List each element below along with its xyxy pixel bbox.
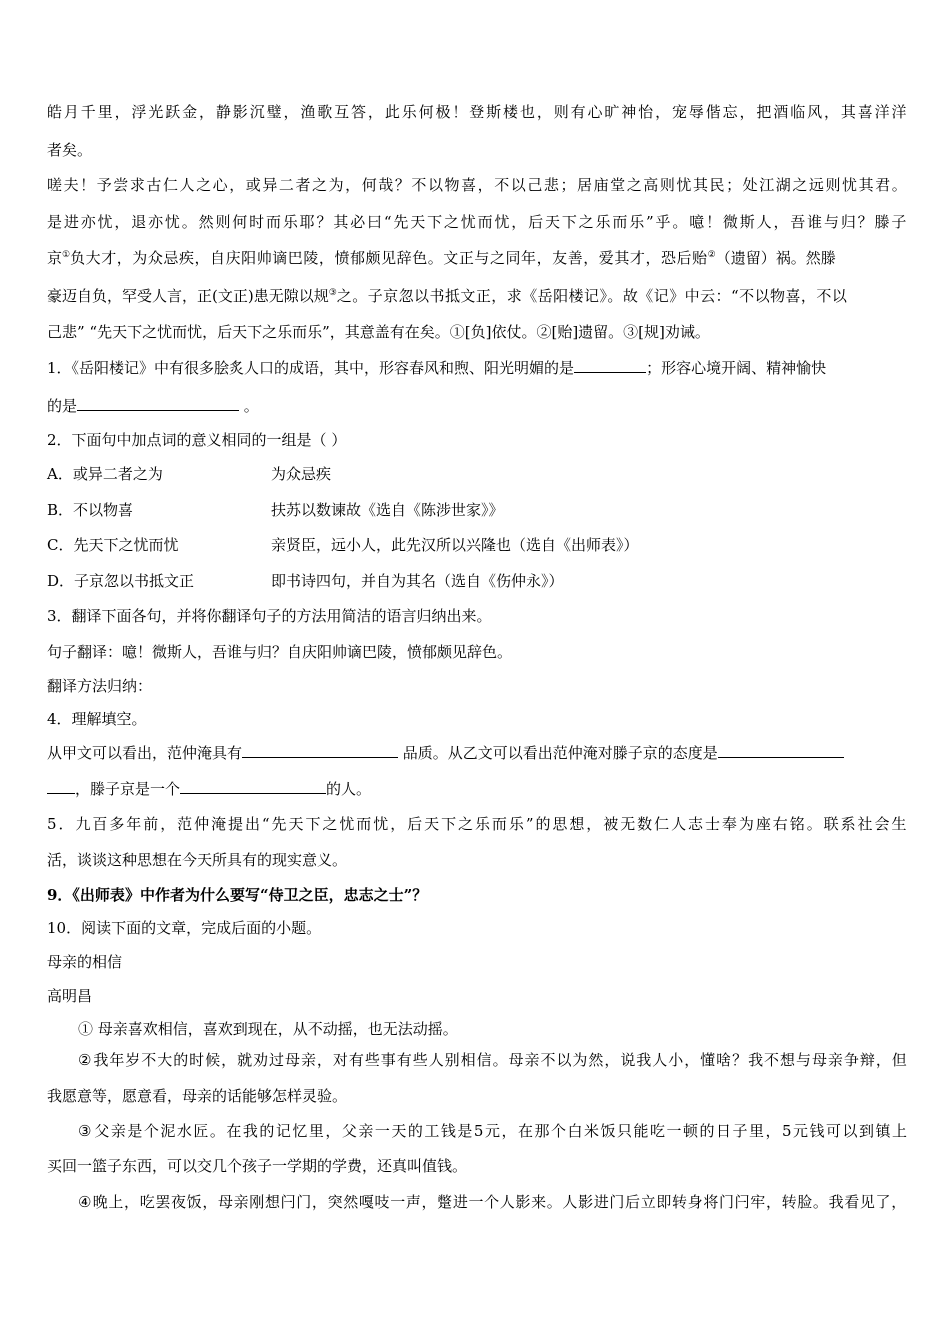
- option-text: 扶苏以数谏故《选自《陈涉世家》》: [271, 501, 504, 519]
- question-4-line1: [47, 743, 844, 763]
- text: ，滕子京是一个: [75, 780, 181, 798]
- text: 。: [239, 397, 259, 415]
- text: 之。子京忽以书抵文正，求《岳阳楼记》。故《记》中云：“不以物喜，不以: [336, 287, 848, 305]
- text: 京: [47, 249, 63, 267]
- question-2-stem: 2．下面句中加点词的意义相同的一组是（ ）: [47, 431, 347, 449]
- question-4-stem: 4．理解填空。: [47, 710, 147, 728]
- text: ；形容心境开阔、精神愉快: [646, 359, 827, 377]
- option-a[interactable]: [47, 464, 332, 484]
- option-label: D．子京忽以书抵文正: [47, 572, 195, 590]
- text: 豪迈自负，罕受人言，正(文正)患无隙以规: [47, 287, 329, 305]
- article-title: 母亲的相信: [47, 953, 123, 971]
- text: 负大才，为众忌疾，自庆阳帅谪巴陵，愤郁颇见辞色。文正与之同年，友善，爱其才，恐后贻: [70, 249, 708, 267]
- paragraph-2-line2: 我愿意等，愿意看，母亲的话能够怎样灵验。: [47, 1087, 348, 1105]
- footnote-marker: ②: [707, 250, 716, 260]
- paragraph-4-line1: ④ 晚 上 ， 吃 罢 夜 饭 ， 母 亲 刚 想 闩 门 ， 突 然 嘎 吱 一 声 ， 蹩 进 一 个 人 影 来 。 人 影 进 门 后 立 即 转 身 将 门 闩 牢 ， 转 脸 。 我 看 见 了 ，: [78, 1193, 907, 1211]
- question-9: 9．《出师表》中作者为什么要写“侍卫之臣，忠志之士”？: [47, 886, 428, 904]
- question-1-line1: [47, 358, 826, 378]
- paragraph-3-line1: ③ 父 亲 是 个 泥 水 匠 。 在 我 的 记 忆 里 ， 父 亲 一 天 的 工 钱 是 5 元 ， 在 那 个 白 米 饭 只 能 吃 一 顿 的 日 子 里 ， 5 元 钱 可 以 到 镇 上: [78, 1122, 907, 1140]
- option-b[interactable]: [47, 500, 504, 520]
- option-label: A．或异二者之为: [47, 465, 163, 483]
- option-text: 为众忌疾: [271, 465, 332, 483]
- passage1-line3: 嗟 夫 ！ 予 尝 求 古 仁 人 之 心 ， 或 异 二 者 之 为 ， 何 哉 ？ 不 以 物 喜 ， 不 以 己 悲 ； 居 庙 堂 之 高 则 忧 其 民 ； 处 江 湖 之 远 则 忧 其 君 。: [47, 176, 907, 194]
- answer-blank[interactable]: [242, 743, 398, 758]
- question-1-line2: [47, 396, 259, 416]
- passage2-line4: 己悲” “先天下之忧而忧，后天下之乐而乐”，其意盖有在矣。①[负]依仗。②[贻]遗留。③[规]劝诫。: [47, 323, 710, 341]
- text: 的人。: [326, 780, 372, 798]
- answer-blank[interactable]: [77, 396, 239, 411]
- passage1-line1: 皓 月 千 里 ， 浮 光 跃 金 ， 静 影 沉 璧 ， 渔 歌 互 答 ， 此 乐 何 极 ！ 登 斯 楼 也 ， 则 有 心 旷 神 怡 ， 宠 辱 偕 忘 ， 把 酒 临 风 ， 其 喜 洋 洋: [47, 103, 907, 121]
- question-4-line2: [47, 779, 371, 799]
- paragraph-3-line2: 买回一篮子东西，可以交几个孩子一学期的学费，还真叫值钱。: [47, 1157, 468, 1175]
- question-5-line1: 5 ． 九 百 多 年 前 ， 范 仲 淹 提 出 “ 先 天 下 之 忧 而 忧 ， 后 天 下 之 乐 而 乐 ” 的 思 想 ， 被 无 数 仁 人 志 士 奉 为 座 右 铭 。 联 系 社 会 生: [47, 815, 907, 833]
- paragraph-1: ① 母亲喜欢相信，喜欢到现在，从不动摇，也无法动摇。: [78, 1020, 458, 1038]
- question-3-stem: 3．翻译下面各句，并将你翻译句子的方法用简洁的语言归纳出来。: [47, 607, 492, 625]
- answer-blank[interactable]: [47, 779, 75, 794]
- footnote-marker: ①: [62, 250, 71, 260]
- text: 从甲文可以看出，范仲淹具有: [47, 744, 243, 762]
- option-text: 亲贤臣，远小人，此先汉所以兴隆也（选自《出师表》）: [271, 536, 639, 554]
- text: 的是: [47, 397, 78, 415]
- question-10-stem: 10．阅读下面的文章，完成后面的小题。: [47, 919, 322, 937]
- text: 品质。从乙文可以看出范仲淹对滕子京的态度是: [398, 744, 718, 762]
- question-3-method: 翻译方法归纳：: [47, 677, 153, 695]
- passage2-line1: 是 进 亦 忧 ， 退 亦 忧 。 然 则 何 时 而 乐 耶 ？ 其 必 曰 “ 先 天 下 之 忧 而 忧 ， 后 天 下 之 乐 而 乐 ” 乎 。 噫 ！ 微 斯 人 ， 吾 谁 与 归 ？ 滕 子: [47, 213, 907, 231]
- paragraph-2-line1: ② 我 年 岁 不 大 的 时 候 ， 就 劝 过 母 亲 ， 对 有 些 事 有 些 人 别 相 信 。 母 亲 不 以 为 然 ， 说 我 人 小 ， 懂 啥 ？ 我 不 想 与 母 亲 争 辩 ， 但: [78, 1051, 907, 1069]
- answer-blank[interactable]: [180, 779, 326, 794]
- option-label: B．不以物喜: [47, 501, 134, 519]
- passage2-line3: [47, 286, 907, 306]
- option-c[interactable]: [47, 535, 639, 555]
- option-label: C．先天下之忧而忧: [47, 536, 179, 554]
- passage2-line2: [47, 248, 907, 268]
- question-3-sentence: 句子翻译：噫！微斯人，吾谁与归？自庆阳帅谪巴陵，愤郁颇见辞色。: [47, 643, 513, 661]
- text: （遗留）祸。然滕: [715, 249, 836, 267]
- option-d[interactable]: [47, 571, 564, 591]
- text: 1．《岳阳楼记》中有很多脍炙人口的成语，其中，形容春风和煦、阳光明媚的是: [47, 359, 575, 377]
- article-author: 高明昌: [47, 987, 93, 1005]
- question-5-line2: 活，谈谈这种思想在今天所具有的现实意义。: [47, 851, 348, 869]
- answer-blank[interactable]: [574, 358, 646, 373]
- footnote-marker: ③: [328, 288, 337, 298]
- answer-blank[interactable]: [718, 743, 844, 758]
- option-text: 即书诗四句，并自为其名（选自《伤仲永》）: [271, 572, 564, 590]
- passage1-line2: 者矣。: [47, 141, 93, 159]
